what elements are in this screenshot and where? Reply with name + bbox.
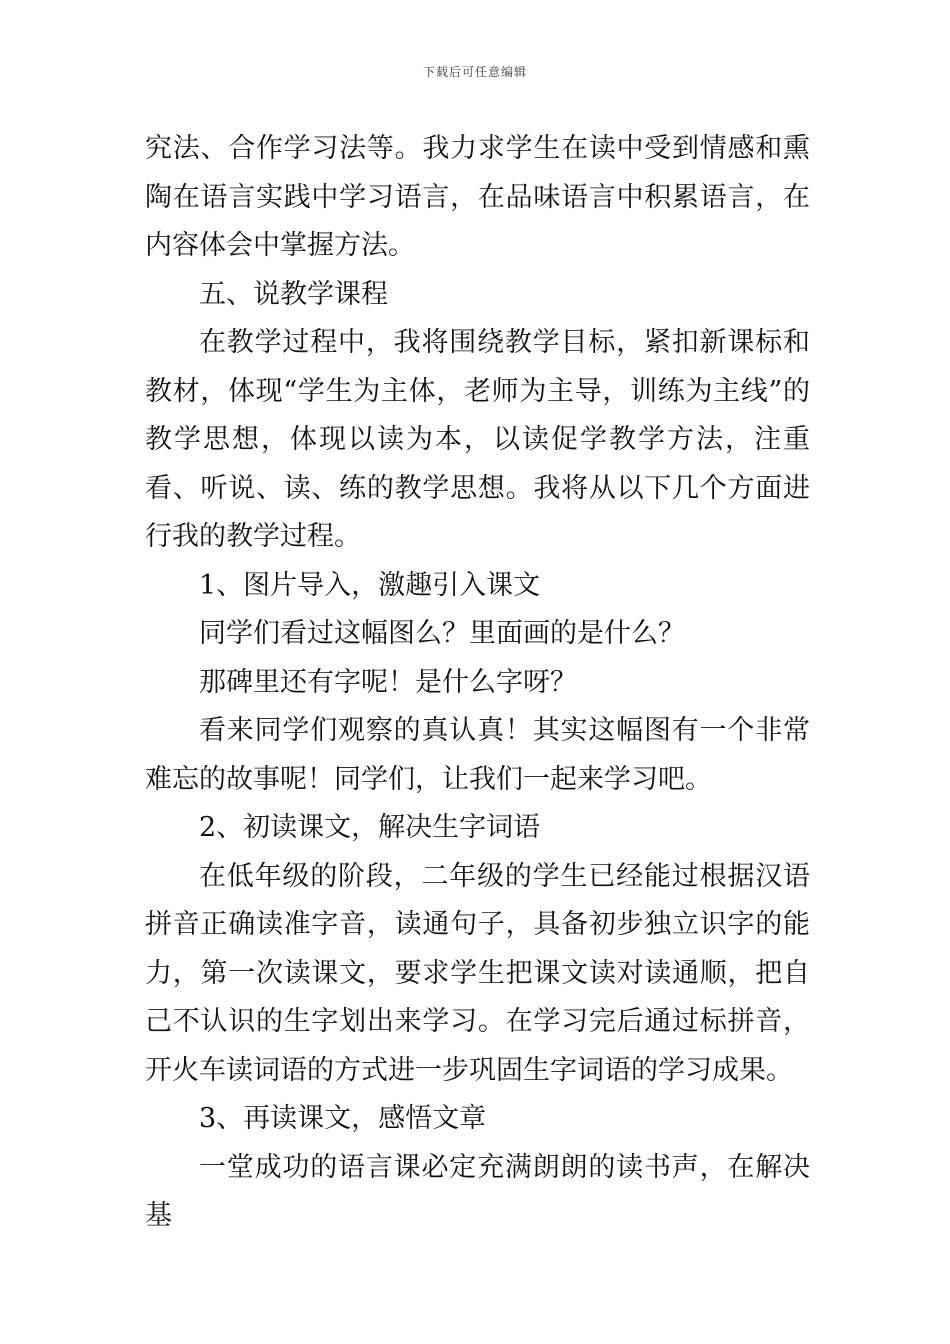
paragraph: 那碑里还有字呢！是什么字呀？ [199, 666, 577, 698]
paragraph: 看来同学们观察的真认真！其实这幅图有一个非常难忘的故事呢！同学们，让我们一起来学习吧。 [145, 715, 810, 795]
section-heading: 五、说教学课程 [199, 278, 388, 310]
document-body [145, 125, 810, 1241]
page-header: 下载后可任意编辑 [422, 65, 527, 79]
section-heading: 2、初读课文，解决生字词语 [199, 812, 541, 843]
paragraph: 究法、合作学习法等。我力求学生在读中受到情感和熏陶在语言实践中学习语言，在品味语言中积累语言，在内容体会中掌握方法。 [145, 133, 810, 261]
section-heading: 1、图片导入，激趣引入课文 [199, 569, 541, 601]
paragraph: 在低年级的阶段，二年级的学生已经能过根据汉语拼音正确读准字音，读通句子，具备初步独立识字的能力，第一次读课文，要求学生把课文读对读通顺，把自己不认识的生字划出来学习。在学习完后通过标拼音，开火车读词语的方式进一步巩固生字词语的学习成果。 [145, 860, 810, 1086]
paragraph: 一堂成功的语言课必定充满朗朗的读书声，在解决基 [145, 1151, 810, 1231]
paragraph: 在教学过程中，我将围绕教学目标，紧扣新课标和教材，体现“学生为主体，老师为主导，训练为主线”的教学思想，体现以读为本，以读促学教学方法，注重看、听说、读、练的教学思想。我将从以下几个方面进行我的教学过程。 [145, 327, 810, 552]
paragraph: 同学们看过这幅图么？里面画的是什么？ [199, 618, 685, 649]
section-heading: 3、再读课文，感悟文章 [199, 1103, 487, 1134]
